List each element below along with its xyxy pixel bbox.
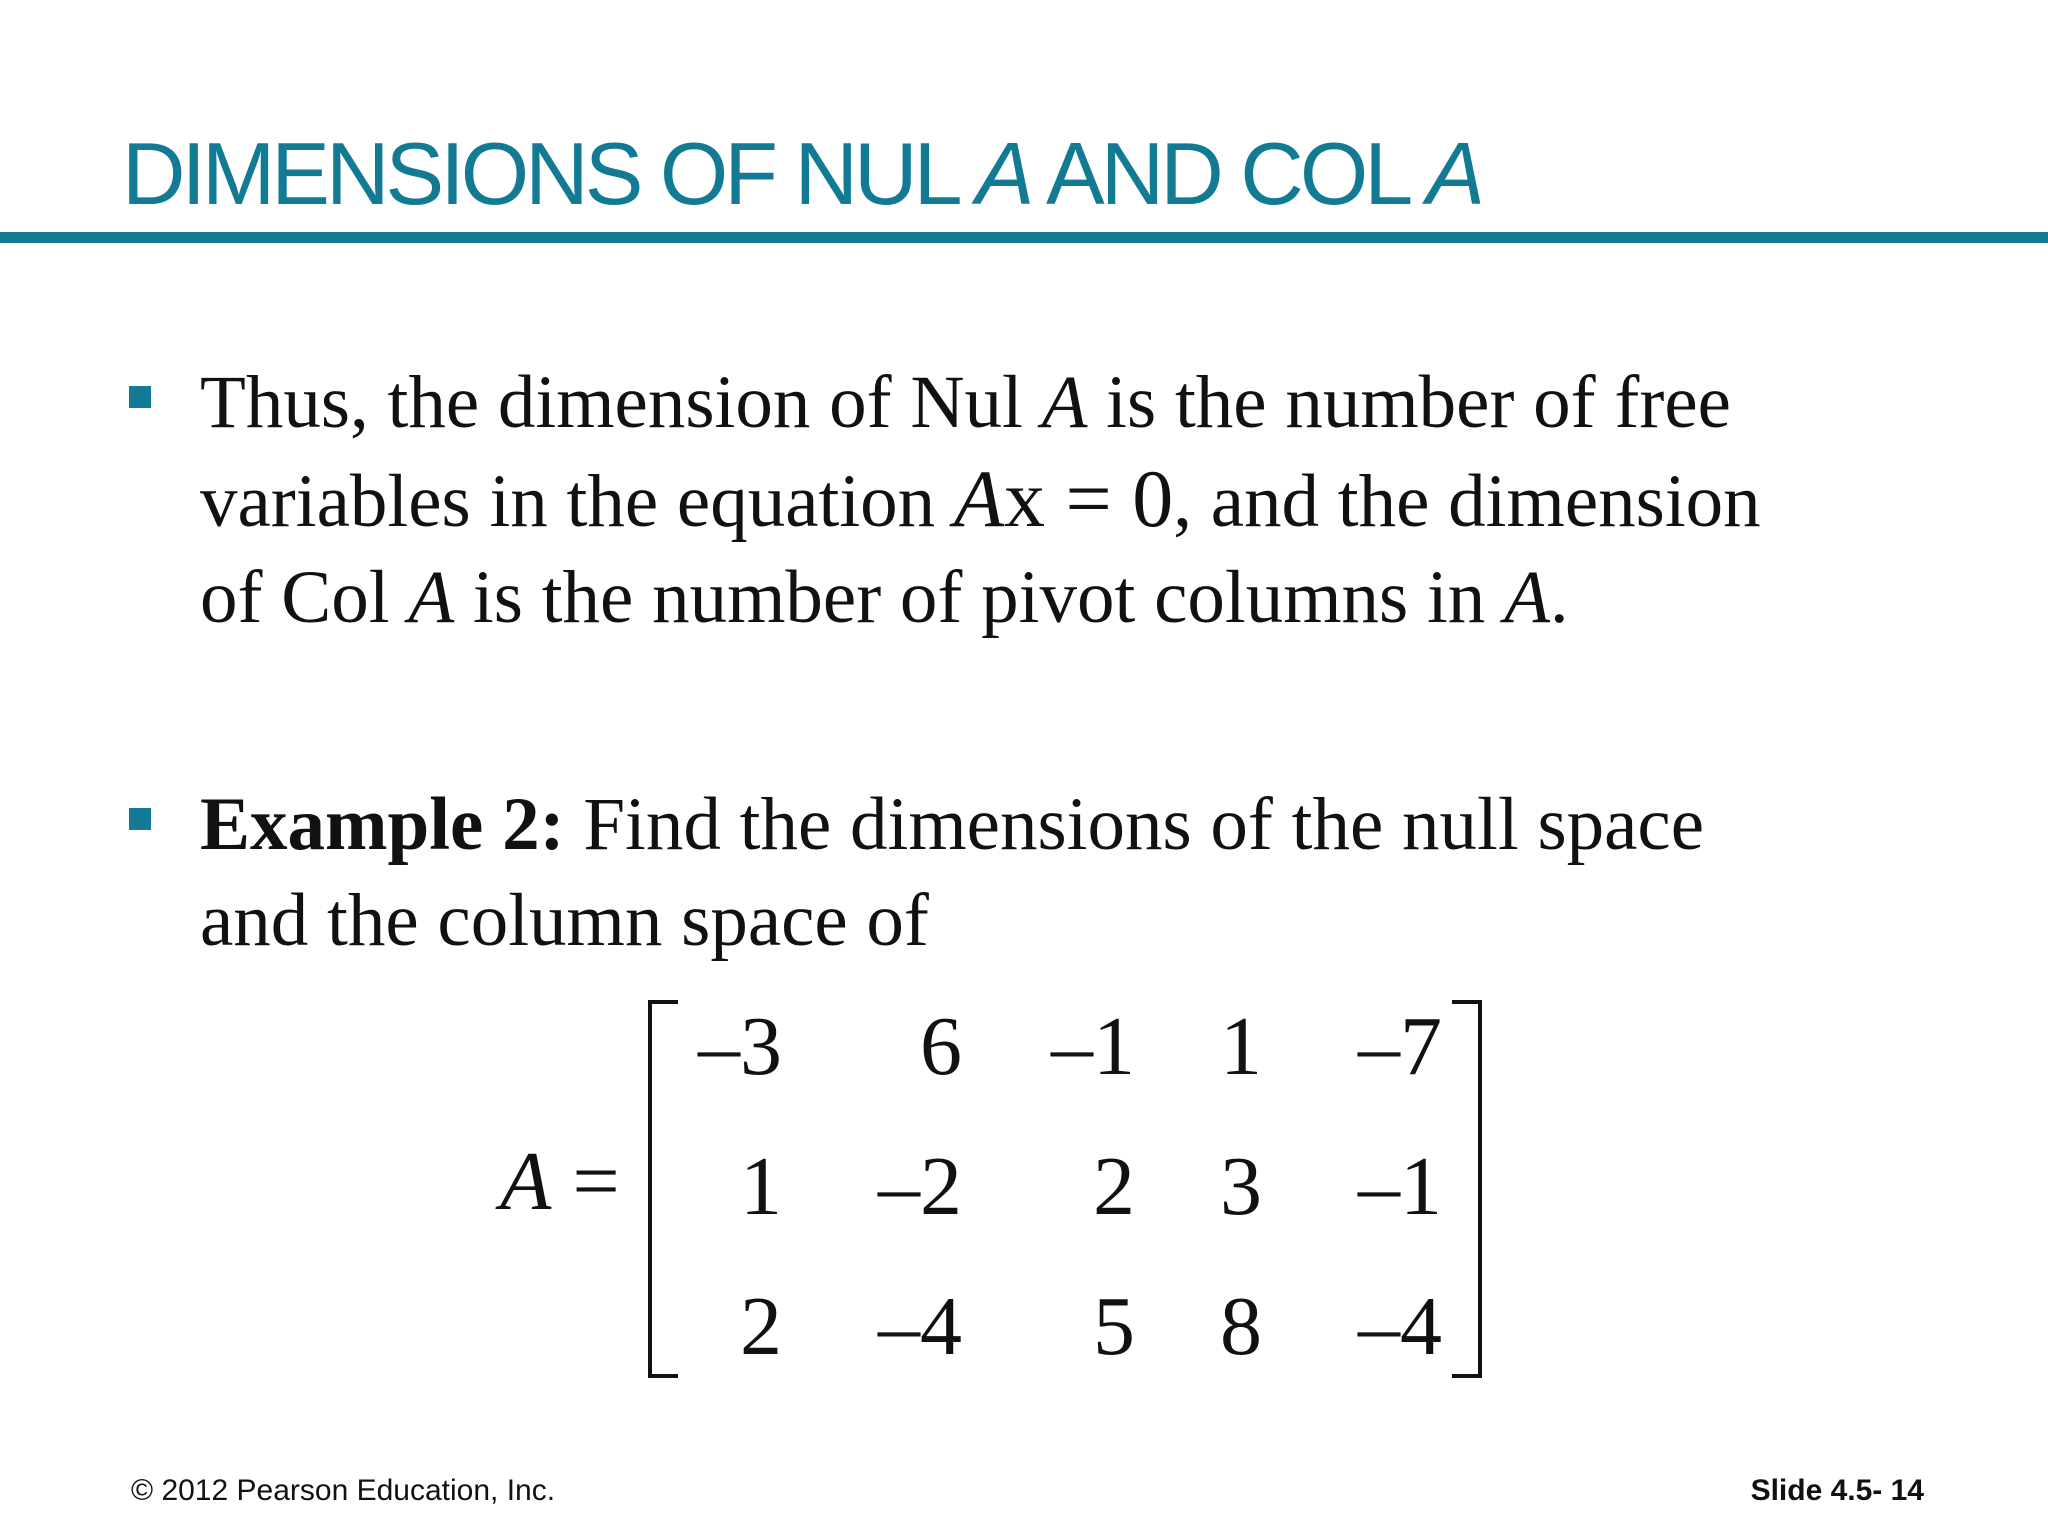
bullet-2-text (200, 777, 2000, 969)
matrix-cell: 1 (1220, 1000, 1262, 1093)
math-var: A (953, 453, 1005, 544)
bullet-square-icon (129, 386, 151, 408)
bullet-2-line-1 (200, 777, 2000, 873)
text-segment: , and the dimension (1173, 460, 1761, 543)
math-var: A (1041, 361, 1088, 444)
matrix-cell: 8 (1220, 1280, 1262, 1373)
text-segment: Thus, the dimension of Nul (200, 361, 1042, 444)
bullet-1-line-1 (200, 355, 2000, 451)
title-part2: AND COL (1030, 124, 1427, 223)
matrix-cell: –4 (878, 1280, 962, 1373)
text-segment: Find the dimensions of the null space (564, 783, 1705, 866)
slide-number: Slide 4.5- 14 (1750, 1474, 1924, 1507)
text-segment: variables in the equation (200, 460, 954, 543)
math-var: A (1504, 556, 1550, 639)
matrix-label (500, 1135, 620, 1228)
example-label: Example 2: (200, 783, 565, 866)
bullet-square-icon (129, 808, 151, 830)
slide-title (122, 124, 1482, 223)
matrix-cell: –3 (698, 1000, 782, 1093)
matrix-cell: –2 (878, 1140, 962, 1233)
equals-sign: = (551, 1135, 620, 1228)
equation (954, 453, 1173, 544)
title-divider (0, 232, 2048, 243)
math-var: A (408, 556, 455, 639)
matrix-cell: –1 (1358, 1140, 1442, 1233)
footer-copyright: © 2012 Pearson Education, Inc. (131, 1474, 556, 1507)
math-expr: x = 0 (1004, 453, 1174, 544)
text-segment: . (1549, 556, 1569, 639)
matrix-right-bracket (1452, 1000, 1482, 1378)
matrix-cell: 2 (740, 1280, 782, 1373)
title-var-a2: A (1426, 124, 1482, 223)
bullet-1-line-3 (200, 550, 2000, 646)
math-var: A (500, 1135, 552, 1228)
text-segment: is the number of pivot columns in (454, 556, 1505, 639)
matrix-cell: –1 (1051, 1000, 1135, 1093)
matrix-cell: 1 (740, 1140, 782, 1233)
matrix-cell: 6 (920, 1000, 962, 1093)
title-part1: DIMENSIONS OF NUL (122, 124, 976, 223)
bullet-1-line-2 (200, 451, 2000, 550)
matrix-cell: –4 (1358, 1280, 1442, 1373)
matrix-cell: 2 (1093, 1140, 1135, 1233)
bullet-1-text (200, 355, 2000, 646)
matrix-cell: 3 (1220, 1140, 1262, 1233)
matrix-cell: 5 (1093, 1280, 1135, 1373)
text-segment: of Col (200, 556, 409, 639)
bullet-2-line-2: and the column space of (200, 879, 929, 962)
text-segment: is the number of free (1087, 361, 1731, 444)
matrix-cell: –7 (1358, 1000, 1442, 1093)
title-var-a1: A (975, 124, 1031, 223)
